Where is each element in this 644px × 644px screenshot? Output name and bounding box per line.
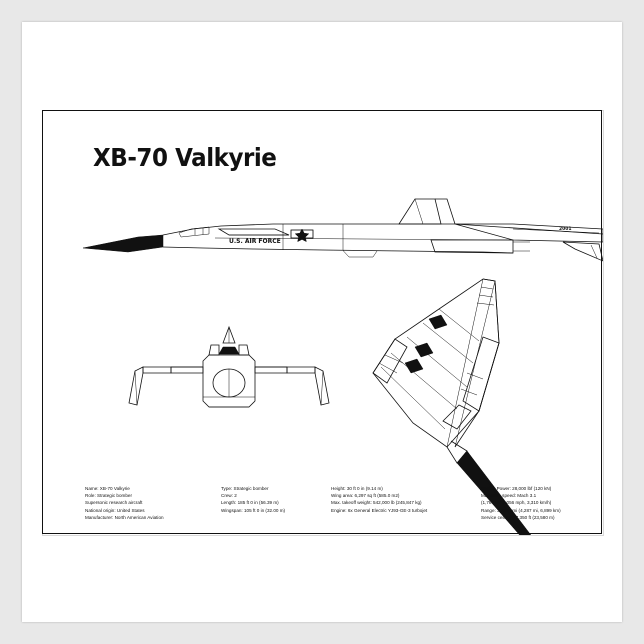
spec-line: Max. takeoff weight: 542,000 lb (245,847 kg) [331, 500, 422, 506]
front-view [129, 327, 329, 407]
spec-line: National origin: United States [85, 507, 145, 513]
poster-artwork-area [42, 110, 604, 536]
spec-column-4 [481, 485, 561, 521]
spec-line: Wingspan: 105 ft 0 in (32.00 m) [221, 507, 286, 513]
spec-line: Engine Power: 28,000 lbf (120 kN) [481, 486, 552, 491]
fuselage-text: U.S. AIR FORCE [229, 238, 281, 245]
spec-line: Manufacturer: North American Aviation [85, 514, 164, 520]
spec-line: (1,787 kn, 2,056 mph, 3,310 km/h) [481, 500, 552, 506]
spec-line: Length: 185 ft 0 in (56.39 m) [221, 500, 279, 506]
spec-line: Name: XB-70 Valkyrie [85, 486, 130, 491]
spec-column-3 [331, 485, 427, 514]
spec-line: Role: Strategic bomber [85, 493, 132, 499]
spec-line: Wing area: 6,297 sq ft (585.0 m2) [331, 493, 400, 499]
tail-number: 2001 [559, 227, 572, 232]
spec-column-1 [85, 485, 164, 521]
usaf-roundel [291, 229, 313, 242]
page-title: XB-70 Valkyrie [93, 143, 277, 172]
spec-line: Supersonic research aircraft [85, 500, 143, 506]
side-view [83, 199, 603, 261]
aircraft-drawings [43, 111, 603, 535]
spec-line: Crew: 2 [221, 493, 237, 499]
poster [22, 22, 622, 622]
spec-line: Range: 3,725 nmi (4,287 mi, 6,899 km) [481, 507, 561, 513]
spec-line: Type: Strategic bomber [221, 486, 269, 491]
spec-line: Maximum speed: Mach 3.1 [481, 493, 537, 499]
spec-line: Height: 30 ft 0 in (9.14 m) [331, 486, 383, 491]
spec-column-2 [221, 485, 285, 514]
spec-line: Engine: 6x General Electric YJ93-GE-3 turbojet [331, 507, 428, 513]
spec-line: Service ceiling: 77,350 ft (23,580 m) [481, 514, 555, 520]
